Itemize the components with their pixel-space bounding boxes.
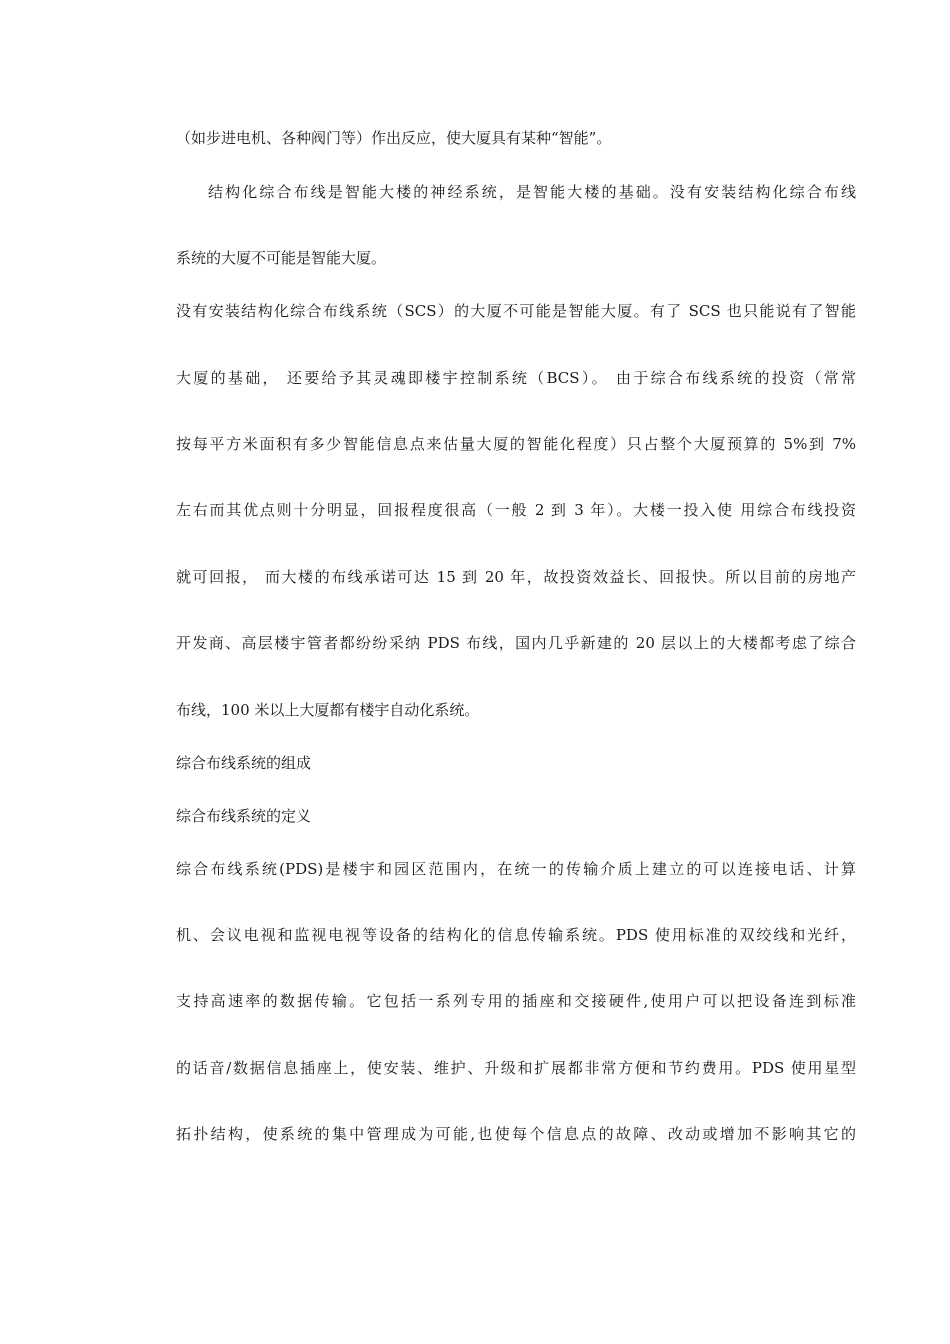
- text-line: 大厦的基础， 还要给予其灵魂即楼宇控制系统（BCS）。 由于综合布线系统的投资（常常: [176, 369, 856, 387]
- paragraph-first-line: 没有安装结构化综合布线系统（SCS）的大厦不可能是智能大厦。有了 SCS 也只能说有了智能: [176, 302, 856, 320]
- text-line: 机、会议电视和监视电视等设备的结构化的信息传输系统。PDS 使用标准的双绞线和光纤，: [176, 926, 856, 944]
- text-line: 左右而其优点则十分明显，回报程度很高（一般 2 到 3 年）。大楼一投入使 用综合布线投资: [176, 501, 856, 519]
- paragraph-first-line: 综合布线系统(PDS)是楼宇和园区范围内，在统一的传输介质上建立的可以连接电话、计算: [176, 860, 856, 878]
- section-heading: 综合布线系统的组成: [176, 754, 312, 772]
- text-line: 布线，100 米以上大厦都有楼宇自动化系统。: [176, 701, 480, 719]
- text-line: 的话音/数据信息插座上，使安装、维护、升级和扩展都非常方便和节约费用。PDS 使用星型: [176, 1059, 856, 1077]
- text-line: 拓扑结构，使系统的集中管理成为可能,也使每个信息点的故障、改动或增加不影响其它的: [176, 1125, 856, 1143]
- text-line: 就可回报， 而大楼的布线承诺可达 15 到 20 年，故投资效益长、回报快。所以目前的房地产: [176, 568, 856, 586]
- text-line: 按每平方米面积有多少智能信息点来估量大厦的智能化程度）只占整个大厦预算的 5%到 7%: [176, 435, 856, 453]
- paragraph-first-line: 结构化综合布线是智能大楼的神经系统，是智能大楼的基础。没有安装结构化综合布线: [208, 183, 856, 201]
- text-line: （如步进电机、各种阀门等）作出反应，使大厦具有某种“智能”。: [176, 129, 612, 147]
- section-heading: 综合布线系统的定义: [176, 807, 312, 825]
- text-line: 开发商、高层楼宇管者都纷纷采纳 PDS 布线，国内几乎新建的 20 层以上的大楼都考虑了综合: [176, 634, 856, 652]
- text-line: 支持高速率的数据传输。它包括一系列专用的插座和交接硬件,使用户可以把设备连到标准: [176, 992, 856, 1010]
- text-line: 系统的大厦不可能是智能大厦。: [176, 249, 387, 267]
